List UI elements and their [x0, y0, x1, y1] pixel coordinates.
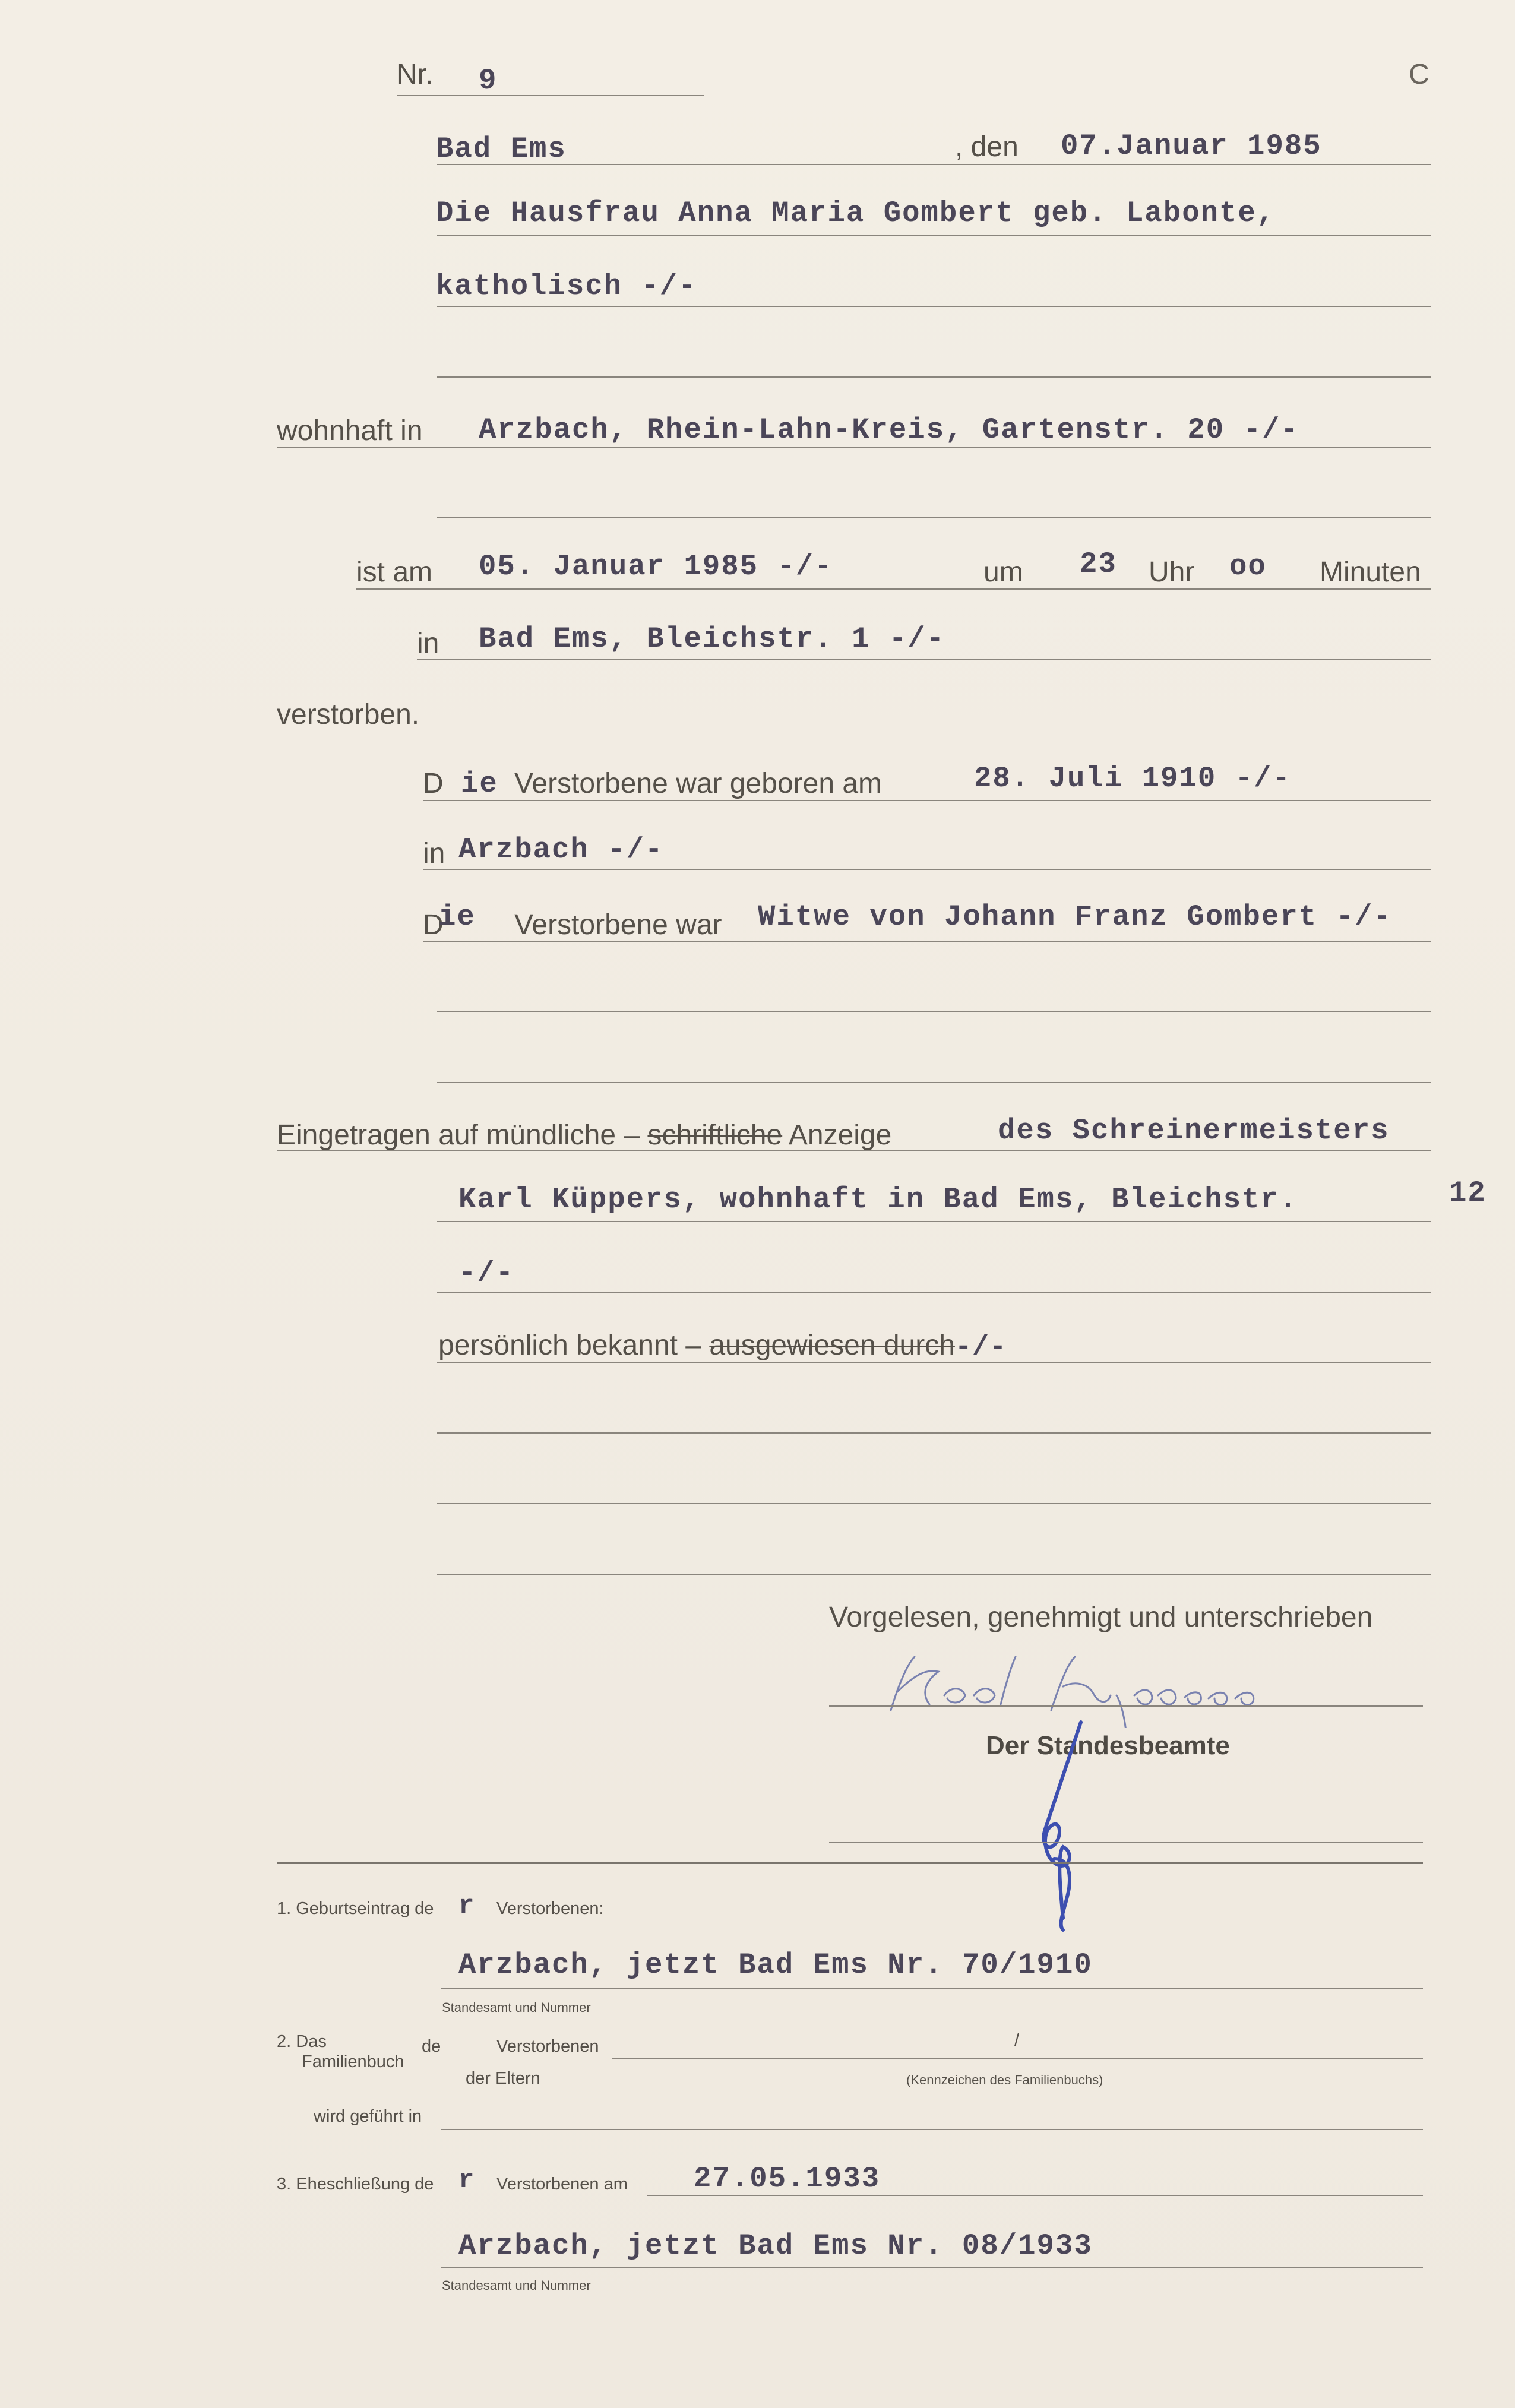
death-hour: 23: [1080, 548, 1117, 581]
footer-item1-suffix: Verstorbenen:: [496, 1899, 604, 1918]
footer-item2-label: Familienbuch: [302, 2052, 404, 2071]
footer-item2-caption: (Kennzeichen des Familienbuchs): [906, 2072, 1103, 2087]
signature-line: [829, 1705, 1423, 1707]
nr-label: Nr.: [397, 59, 434, 90]
registration-underline-2: [437, 1221, 1431, 1222]
person-underline-1: [437, 235, 1431, 236]
registration-label-group: [277, 1121, 891, 1150]
death-minutes: oo: [1229, 550, 1267, 583]
registration-underline-1: [277, 1150, 1431, 1151]
footer-item3-underline-1: [647, 2195, 1423, 2196]
registration-label: Eingetragen auf mündliche –: [277, 1119, 640, 1151]
um-label: um: [983, 556, 1023, 588]
corner-letter: C: [1409, 59, 1429, 90]
blank-underline-3: [437, 1574, 1431, 1575]
status-d-prefix: D: [423, 909, 444, 941]
status-value: Witwe von Johann Franz Gombert -/-: [758, 900, 1392, 934]
death-place-underline: [417, 659, 1431, 660]
birth-place-underline: [423, 869, 1431, 870]
birth-date-underline: [423, 800, 1431, 801]
footer-item3-underline-2: [441, 2267, 1423, 2268]
registration-value-1: des Schreinermeisters: [998, 1114, 1390, 1147]
signature-karl-kueppers: [873, 1639, 1348, 1728]
person-line-1: Die Hausfrau Anna Maria Gombert geb. Labonte,: [436, 197, 1276, 230]
footer-item2-eltern: der Eltern: [466, 2069, 540, 2088]
footer-item2-gefuehrt: wird geführt in: [314, 2107, 422, 2126]
registration-label-2: Anzeige: [788, 1119, 892, 1151]
birth-label: Verstorbene war geboren am: [514, 768, 883, 799]
footer-item2-number: 2. Das: [277, 2032, 327, 2051]
ist-am-label: ist am: [356, 556, 433, 588]
status-ie-suffix: ie: [438, 900, 476, 934]
residence-value: Arzbach, Rhein-Lahn-Kreis, Gartenstr. 20 -/-: [479, 413, 1299, 447]
person-line-2: katholisch -/-: [436, 270, 697, 303]
status-underline-3: [437, 1082, 1431, 1083]
blank-underline-2: [437, 1503, 1431, 1504]
residence-underline: [277, 447, 1431, 448]
footer-item3-date: 27.05.1933: [694, 2162, 881, 2195]
birth-d-prefix: D: [423, 768, 444, 799]
birth-in-label: in: [423, 838, 445, 869]
footer-item3-suffix: Verstorbenen am: [496, 2175, 628, 2194]
footer-item1-caption: Standesamt und Nummer: [442, 2000, 591, 2015]
footer-item1-r: r: [458, 1891, 476, 1921]
residence-label: wohnhaft in: [277, 415, 423, 447]
footer-item3-label: 3. Eheschließung de: [277, 2175, 434, 2194]
footer-item2-de: de: [422, 2037, 441, 2056]
death-date-underline: [356, 588, 1431, 590]
registry-place: Bad Ems: [436, 132, 567, 166]
registry-date: 07.Januar 1985: [1061, 129, 1322, 163]
uhr-label: Uhr: [1149, 556, 1195, 588]
status-label: Verstorbene war: [514, 909, 722, 941]
status-underline-2: [437, 1011, 1431, 1012]
known-suffix: -/-: [954, 1331, 1007, 1363]
registration-value-2-number: 12: [1449, 1176, 1486, 1210]
known-underline: [437, 1362, 1431, 1363]
registration-underline-3: [437, 1292, 1431, 1293]
footer-item1-label: 1. Geburtseintrag de: [277, 1899, 434, 1918]
person-underline-2: [437, 306, 1431, 307]
footer-item1-underline: [441, 1988, 1423, 1989]
known-struck-text: ausgewiesen durch: [709, 1330, 955, 1361]
read-approved-label: Vorgelesen, genehmigt und unterschrieben: [829, 1602, 1373, 1633]
footer-item3-value: Arzbach, jetzt Bad Ems Nr. 08/1933: [458, 2229, 1093, 2263]
death-in-label: in: [417, 628, 439, 659]
footer-item2-slash: /: [1014, 2031, 1020, 2050]
footer-item1-value: Arzbach, jetzt Bad Ems Nr. 70/1910: [458, 1948, 1093, 1982]
blank-underline-1: [437, 1432, 1431, 1434]
known-label-group: [438, 1331, 1006, 1362]
footer-rule: [277, 1862, 1423, 1864]
death-date: 05. Januar 1985 -/-: [479, 550, 833, 583]
verstorben-label: verstorben.: [277, 699, 420, 730]
registration-value-2: Karl Küppers, wohnhaft in Bad Ems, Bleichstr.: [458, 1183, 1298, 1216]
footer-item3-caption: Standesamt und Nummer: [442, 2278, 591, 2293]
footer-item2-underline-1: [612, 2058, 1423, 2059]
minuten-label: Minuten: [1320, 556, 1421, 588]
birth-place: Arzbach -/-: [458, 833, 664, 866]
status-underline: [423, 941, 1431, 942]
nr-underline: [397, 95, 704, 96]
death-place: Bad Ems, Bleichstr. 1 -/-: [479, 622, 945, 656]
registration-value-3: -/-: [458, 1257, 515, 1290]
footer-item2-verstorbenen: Verstorbenen: [496, 2037, 599, 2056]
registrar-signature: [1021, 1710, 1105, 1936]
birth-date: 28. Juli 1910 -/-: [974, 762, 1291, 795]
place-date-underline: [437, 164, 1431, 165]
registrar-label: Der Standesbeamte: [986, 1731, 1230, 1760]
person-underline-3: [437, 376, 1431, 378]
footer-item3-r: r: [458, 2166, 476, 2195]
den-label: , den: [955, 131, 1019, 163]
known-label: persönlich bekannt –: [438, 1330, 701, 1361]
registration-struck-text: schriftliche: [647, 1119, 783, 1151]
registrar-signature-line: [829, 1842, 1423, 1843]
residence-underline-2: [437, 517, 1431, 518]
nr-value: 9: [479, 64, 498, 97]
footer-item2-underline-2: [441, 2129, 1423, 2130]
birth-ie-suffix: ie: [461, 767, 498, 800]
